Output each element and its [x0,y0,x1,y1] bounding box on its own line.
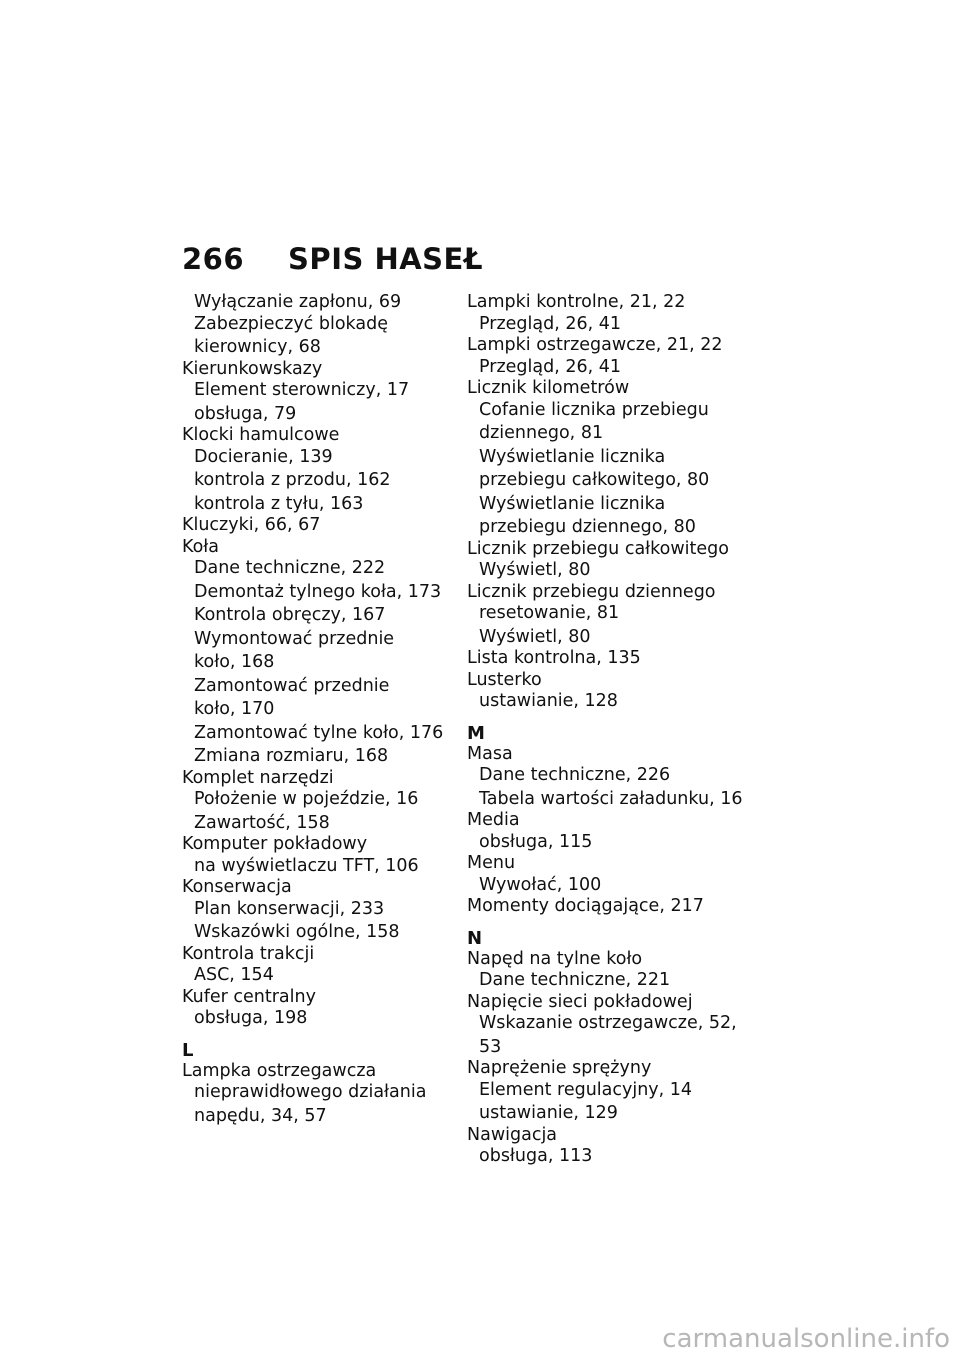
index-subentry: kontrola z tyłu, 163 [194,493,364,514]
index-subentry: Przegląd, 26, 41 [479,356,621,377]
index-entry: Lampki ostrzegawcze, 21, 22 [467,335,723,355]
index-entry: Lusterko [467,669,542,690]
index-subentry: Zabezpieczyć blokadę [194,313,388,334]
index-entry: Naprężenie sprężyny [467,1058,652,1078]
page-title: SPIS HASEŁ [288,242,483,276]
index-letter-heading: N [467,927,483,949]
index-subentry: Dane techniczne, 222 [194,558,386,578]
index-subentry: Wyłączanie zapłonu, 69 [194,292,402,312]
index-subentry: Zmiana rozmiaru, 168 [194,746,389,766]
index-subentry: na wyświetlaczu TFT, 106 [194,855,419,876]
index-entry: Komplet narzędzi [182,767,334,788]
index-subentry: przebiegu dziennego, 80 [479,517,696,537]
index-subentry: Element sterowniczy, 17 [194,380,410,400]
index-subentry: dziennego, 81 [479,423,604,443]
index-subentry: Wyświetl, 80 [479,626,591,647]
index-subentry: koło, 170 [194,699,275,719]
index-entry: Napęd na tylne koło [467,948,643,969]
watermark: carmanualsonline.info [662,1324,950,1354]
index-entry: Masa [467,743,513,764]
index-subentry: Plan konserwacji, 233 [194,898,385,919]
index-subentry: ustawianie, 129 [479,1103,618,1123]
index-subentry: obsługa, 79 [194,403,297,424]
index-subentry: obsługa, 115 [479,831,593,852]
index-column-left [182,292,462,1127]
index-entry: Licznik przebiegu dziennego [467,581,716,602]
index-entry: Licznik przebiegu całkowitego [467,538,729,559]
index-entry: Lista kontrolna, 135 [467,648,641,668]
index-subentry: Cofanie licznika przebiegu [479,399,709,420]
index-letter-heading: M [467,722,485,744]
index-entry: Lampki kontrolne, 21, 22 [467,292,686,312]
index-entry: Kontrola trakcji [182,943,315,964]
index-subentry: Kontrola obręczy, 167 [194,605,386,625]
index-subentry: Zamontować tylne koło, 176 [194,722,444,743]
index-subentry: 53 [479,1036,502,1057]
index-subentry: Wskazówki ogólne, 158 [194,922,400,942]
index-subentry: nieprawidłowego działania [194,1082,427,1102]
index-entry: Kluczyki, 66, 67 [182,515,321,535]
index-subentry: Wyświetlanie licznika [479,493,666,514]
index-subentry: Wyświetlanie licznika [479,446,666,467]
index-subentry: ASC, 154 [194,965,274,985]
index-subentry: Wywołać, 100 [479,874,602,895]
index-subentry: Przegląd, 26, 41 [479,313,621,334]
index-subentry: Wyświetl, 80 [479,560,591,580]
index-subentry: Dane techniczne, 226 [479,765,671,785]
index-subentry: kierownicy, 68 [194,337,321,357]
index-subentry: Dane techniczne, 221 [479,970,671,990]
index-entry: Koła [182,536,220,557]
page-header [182,242,483,276]
index-subentry: obsługa, 113 [479,1146,593,1166]
index-subentry: Docieranie, 139 [194,446,333,467]
index-subentry: przebiegu całkowitego, 80 [479,470,710,490]
page-number: 266 [182,242,245,276]
index-subentry: Demontaż tylnego koła, 173 [194,581,442,602]
index-subentry: Wymontować przednie [194,628,395,649]
index-subentry: kontrola z przodu, 162 [194,470,391,490]
index-entry: Napięcie sieci pokładowej [467,991,693,1012]
index-subentry: napędu, 34, 57 [194,1105,327,1126]
index-entry: Kierunkowskazy [182,358,323,379]
index-entry: Media [467,810,520,830]
index-entry: Komputer pokładowy [182,834,368,854]
index-subentry: Zamontować przednie [194,675,390,696]
index-column-right [467,292,747,1168]
index-subentry: Element regulacyjny, 14 [479,1079,693,1100]
index-letter-heading: L [182,1039,194,1061]
index-subentry: Tabela wartości załadunku, 16 [479,788,743,809]
index-subentry: resetowanie, 81 [479,603,620,623]
index-entry: Kufer centralny [182,986,316,1007]
index-subentry: Zawartość, 158 [194,812,330,833]
index-subentry: Wskazanie ostrzegawcze, 52, [479,1013,737,1033]
index-subentry: ustawianie, 128 [479,691,618,711]
index-entry: Menu [467,853,516,873]
index-entry: Konserwacja [182,877,292,897]
index-entry: Nawigacja [467,1124,558,1145]
index-subentry: obsługa, 198 [194,1008,308,1028]
index-subentry: Położenie w pojeździe, 16 [194,789,419,809]
index-subentry: koło, 168 [194,652,275,672]
index-entry: Momenty dociągające, 217 [467,896,704,916]
index-entry: Licznik kilometrów [467,378,630,398]
index-entry: Lampka ostrzegawcza [182,1060,377,1081]
index-entry: Klocki hamulcowe [182,425,340,445]
